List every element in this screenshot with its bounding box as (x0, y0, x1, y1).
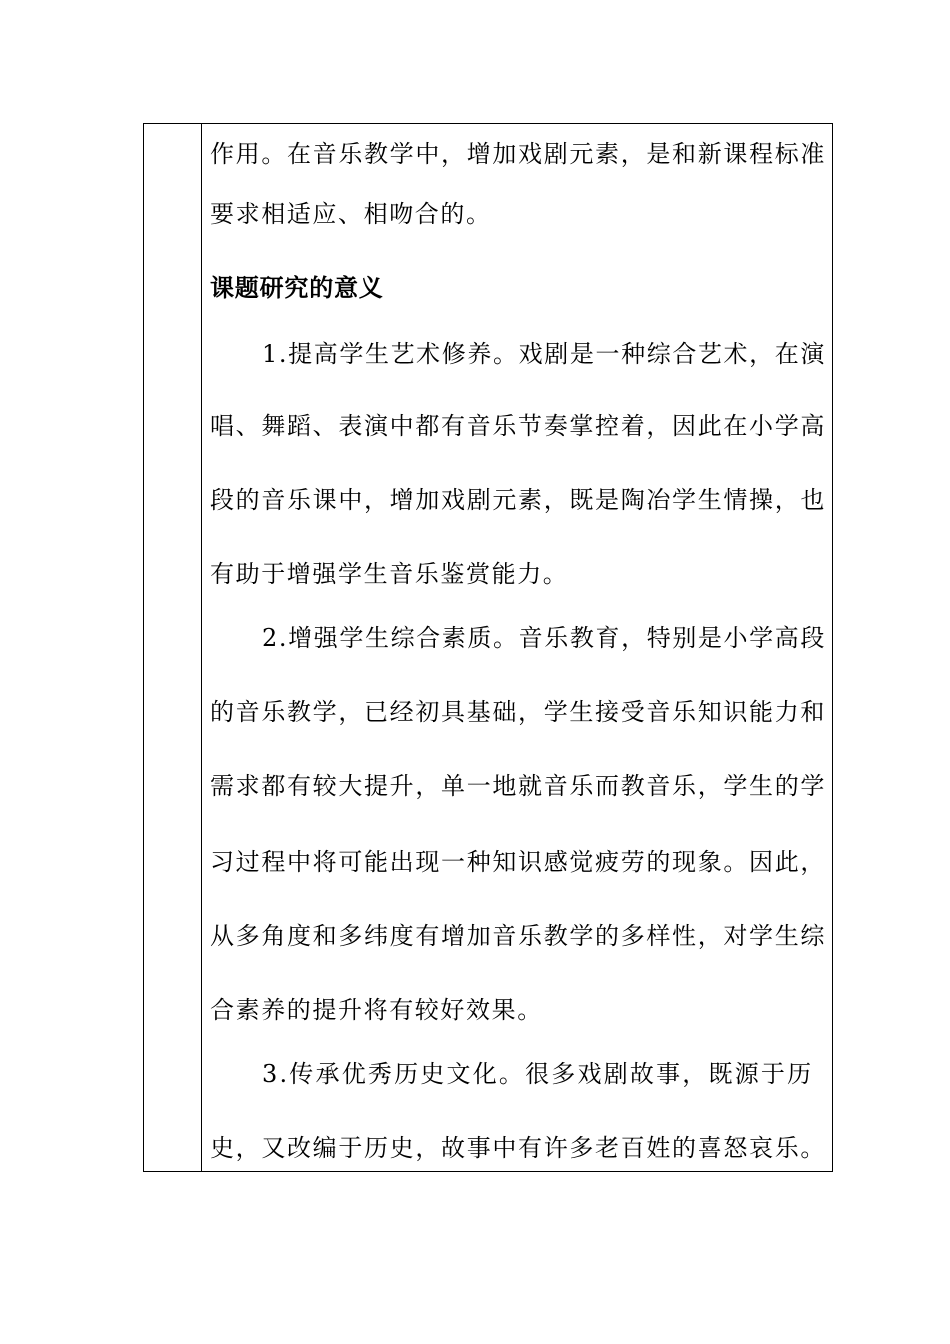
text-line: 作用。在音乐教学中，增加戏剧元素，是和新课程标准 (210, 140, 826, 168)
table-left-column (144, 124, 202, 1171)
text-line: 要求相适应、相吻合的。 (210, 200, 492, 228)
text-line: 唱、舞蹈、表演中都有音乐节奏掌控着，因此在小学高 (210, 412, 826, 440)
section-heading: 课题研究的意义 (210, 273, 384, 302)
text-line: 史，又改编于历史，故事中有许多老百姓的喜怒哀乐。 (210, 1134, 826, 1162)
text-line: 有助于增强学生音乐鉴赏能力。 (210, 560, 569, 588)
document-table (143, 123, 833, 1172)
text-line: 段的音乐课中，增加戏剧元素，既是陶冶学生情操，也 (210, 486, 826, 514)
table-content-cell (210, 124, 826, 1171)
text-line: 习过程中将可能出现一种知识感觉疲劳的现象。因此， (210, 848, 826, 876)
text-line: 1.提高学生艺术修养。戏剧是一种综合艺术，在演 (262, 340, 826, 368)
text-line: 3.传承优秀历史文化。很多戏剧故事，既源于历 (262, 1060, 814, 1088)
text-line: 的音乐教学，已经初具基础，学生接受音乐知识能力和 (210, 698, 826, 726)
text-line: 2.增强学生综合素质。音乐教育，特别是小学高段 (262, 624, 826, 652)
text-line: 从多角度和多纬度有增加音乐教学的多样性，对学生综 (210, 922, 826, 950)
text-line: 需求都有较大提升，单一地就音乐而教音乐，学生的学 (210, 772, 826, 800)
text-line: 合素养的提升将有较好效果。 (210, 996, 543, 1024)
